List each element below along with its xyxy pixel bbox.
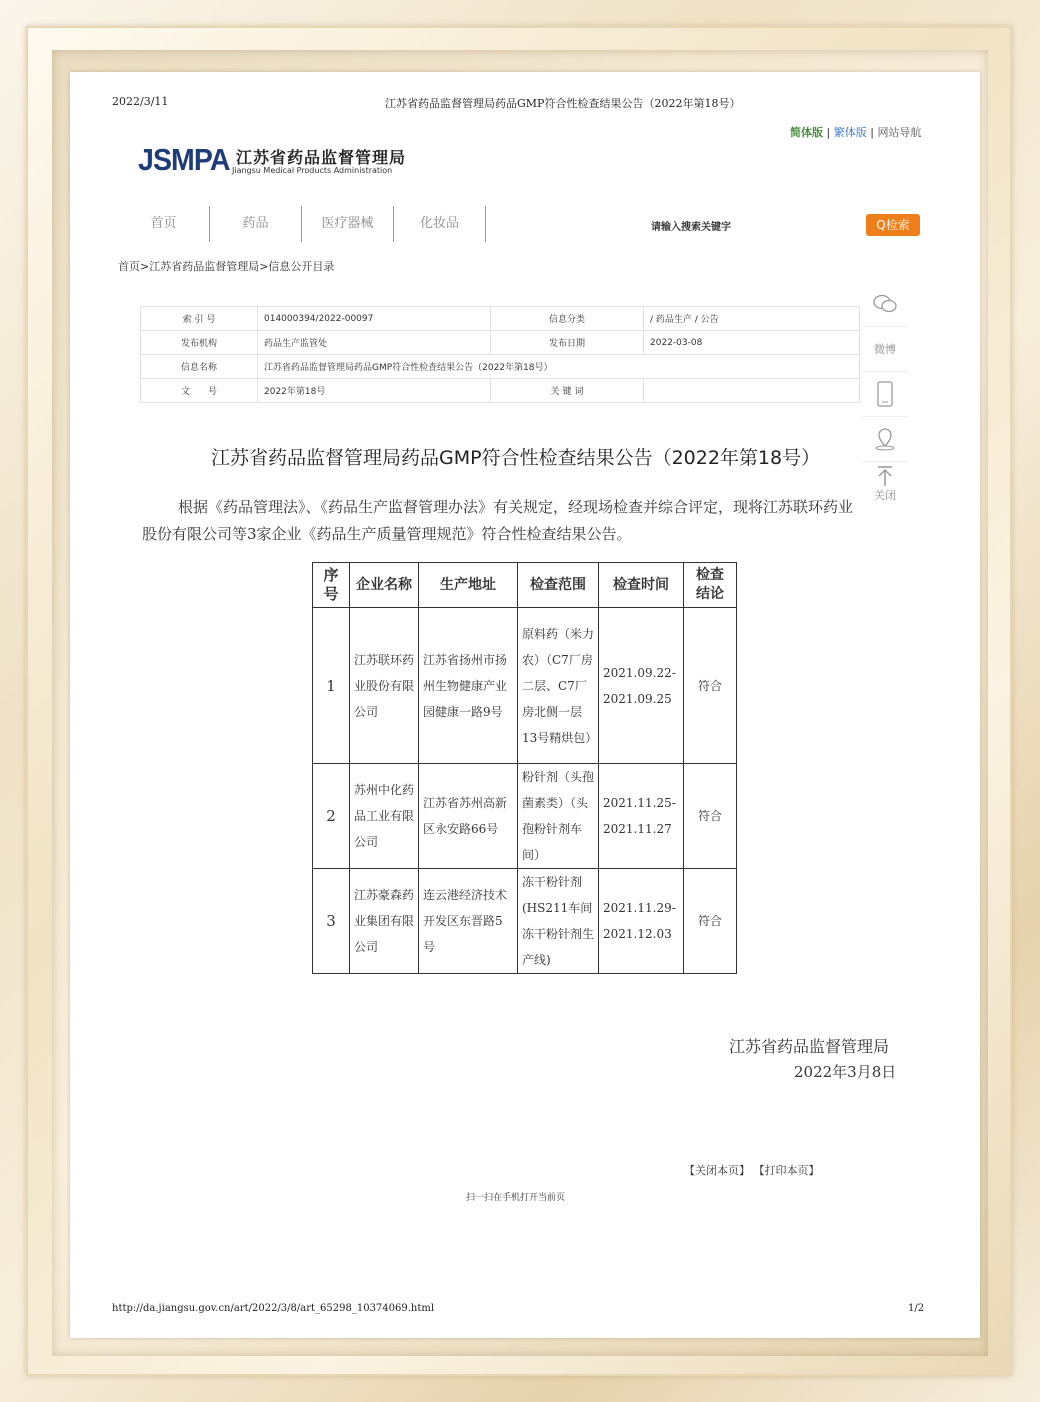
meta-value: 江苏省药品监督管理局药品GMP符合性检查结果公告（2022年第18号） xyxy=(258,355,860,379)
close-page-link[interactable]: 【关闭本页】 xyxy=(684,1164,750,1177)
col-scope: 检查范围 xyxy=(518,563,599,608)
results-table xyxy=(312,562,737,974)
col-company: 企业名称 xyxy=(350,563,419,608)
print-header-title: 江苏省药品监督管理局药品GMP符合性检查结果公告（2022年第18号） xyxy=(385,97,741,110)
page-actions xyxy=(684,1162,820,1178)
meta-value: 014000394/2022-00097 xyxy=(258,307,491,331)
sitemap-link[interactable]: 网站导航 xyxy=(877,126,922,139)
nav-item-cosmetics[interactable]: 化妆品 xyxy=(394,206,486,242)
site-logo-en: Jiangsu Medical Products Administration xyxy=(232,166,393,175)
wechat-icon[interactable] xyxy=(862,282,908,327)
meta-value xyxy=(644,379,860,403)
article-title: 江苏省药品监督管理局药品GMP符合性检查结果公告（2022年第18号） xyxy=(211,447,821,469)
traditional-link[interactable]: 繁体版 xyxy=(833,126,867,139)
nav-item-drugs[interactable]: 药品 xyxy=(210,206,302,242)
col-result: 检查结论 xyxy=(684,563,737,608)
table-row: 2 苏州中化药品工业有限公司 江苏省苏州高新区永安路66号 粉针剂（头孢菌素类）（头孢粉针剂车间） 2021.11.25-2021.11.27 符合 xyxy=(313,764,737,869)
signature-org: 江苏省药品监督管理局 xyxy=(729,1037,890,1056)
nav-item-devices[interactable]: 医疗器械 xyxy=(302,206,394,242)
side-toolbar xyxy=(862,282,908,506)
meta-label: 发布机构 xyxy=(141,331,258,355)
col-no: 序号 xyxy=(313,563,350,608)
meta-label: 发布日期 xyxy=(491,331,644,355)
info-meta-table xyxy=(140,306,860,403)
print-page-number: 1/2 xyxy=(908,1303,925,1314)
simplified-link[interactable]: 简体版 xyxy=(790,126,823,139)
col-address: 生产地址 xyxy=(419,563,518,608)
mobile-icon[interactable] xyxy=(862,372,908,417)
meta-value: 2022年第18号 xyxy=(258,379,491,403)
meta-label: 文 号 xyxy=(141,379,258,403)
meta-label: 关 键 词 xyxy=(491,379,644,403)
meta-value: / 药品生产 / 公告 xyxy=(644,307,860,331)
language-links xyxy=(790,124,921,140)
print-date: 2022/3/11 xyxy=(112,95,169,108)
close-label: 关闭 xyxy=(874,489,896,502)
meta-value: 药品生产监管处 xyxy=(258,331,491,355)
article-intro: 根据《药品管理法》、《药品生产监督管理办法》有关规定，经现场检查并综合评定，现将江苏联环药业股份有限公司等3家企业《药品生产质量管理规范》符合性检查结果公告。 xyxy=(142,498,854,543)
table-header-row xyxy=(313,563,737,608)
qr-scan-hint: 扫一扫在手机打开当前页 xyxy=(466,1193,566,1203)
separator: | xyxy=(826,126,831,139)
main-nav xyxy=(118,206,486,242)
separator: | xyxy=(870,126,874,139)
search-input[interactable]: 请输入搜索关键字 xyxy=(651,222,731,233)
table-row: 3 江苏豪森药业集团有限公司 连云港经济技术开发区东晋路5号 冻干粉针剂(HS211车间冻干粉针剂生产线) 2021.11.29-2021.12.03 符合 xyxy=(313,869,737,974)
location-icon[interactable] xyxy=(862,417,908,462)
col-time: 检查时间 xyxy=(599,563,684,608)
weibo-button[interactable]: 微博 xyxy=(862,327,908,372)
nav-item-home[interactable]: 首页 xyxy=(118,206,210,242)
breadcrumb[interactable]: 首页>江苏省药品监督管理局>信息公开目录 xyxy=(118,260,335,273)
meta-label: 索 引 号 xyxy=(141,307,258,331)
back-to-top-button[interactable] xyxy=(862,462,908,506)
meta-label: 信息分类 xyxy=(491,307,644,331)
print-footer-url: http://da.jiangsu.gov.cn/art/2022/3/8/art_65298_10374069.html xyxy=(112,1303,435,1314)
arrow-up-icon xyxy=(876,465,894,487)
print-page-link[interactable]: 【打印本页】 xyxy=(753,1164,820,1177)
signature-date: 2022年3月8日 xyxy=(794,1063,897,1081)
site-logo-cn: 江苏省药品监督管理局 xyxy=(236,148,407,167)
meta-label: 信息名称 xyxy=(141,355,258,379)
meta-value: 2022-03-08 xyxy=(644,331,860,355)
search-button[interactable]: Q检索 xyxy=(866,214,920,236)
table-row: 1 江苏联环药业股份有限公司 江苏省扬州市扬州生物健康产业园健康一路9号 原料药（米力农）（C7厂房二层、C7厂房北侧一层13号精烘包） 2021.09.22-2021.09.25 符合 xyxy=(313,608,737,764)
site-logo-abbr[interactable]: JSMPA xyxy=(138,142,230,177)
